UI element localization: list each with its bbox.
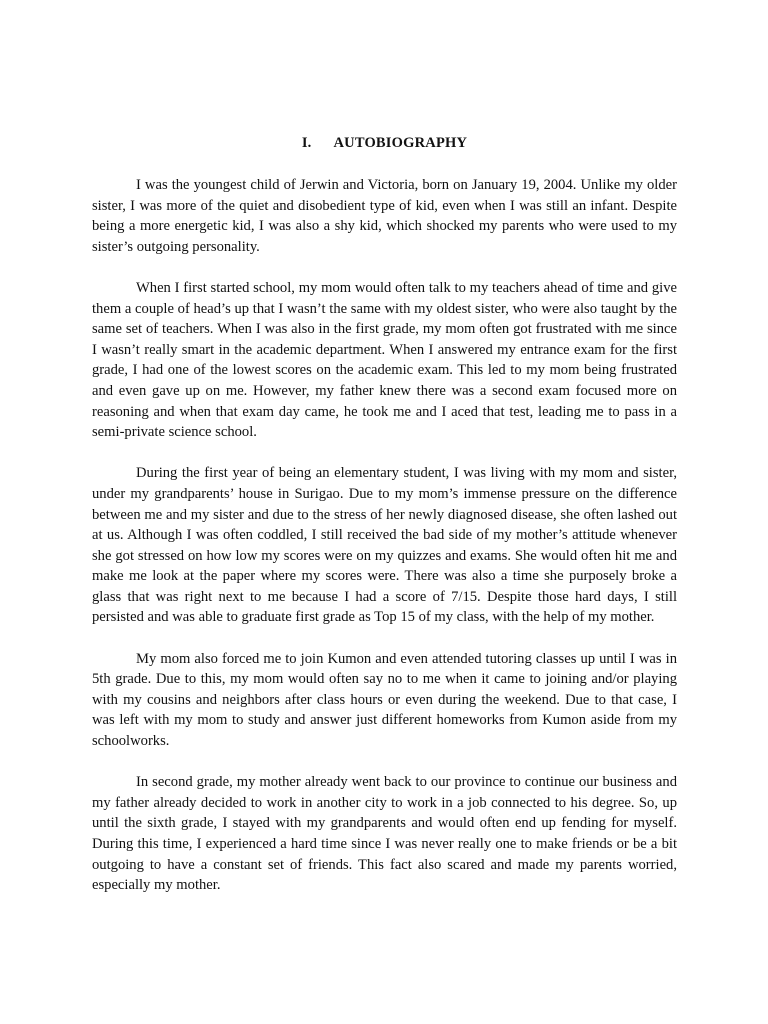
paragraph-4: My mom also forced me to join Kumon and even attended tutoring classes up until I was in 5th grade. Due to this, my mom would often say no to me when it came to joining and/or playing with my cousins and neighbors after class hours or even during the weekend. Due to that case, I was left with my mom to study and answer just different homeworks from Kumon aside from my schoolworks. <box>92 650 677 750</box>
paragraph-2: When I first started school, my mom would often talk to my teachers ahead of time and give them a couple of head’s up that I wasn’t the same with my oldest sister, who were also taught by the same set of teachers. When I was also in the first grade, my mom often got frustrated with me since I wasn’t really smart in the academic department. When I answered my entrance exam for the first grade, I had one of the lowest scores on the academic exam. This led to my mom being frustrated and even gave up on me. However, my father knew there was a second exam focused more on reasoning and when that exam day came, he took me and I aced that test, leading me to pass in a semi-private science school. <box>92 279 677 441</box>
section-heading <box>92 133 677 153</box>
paragraph-1: I was the youngest child of Jerwin and Victoria, born on January 19, 2004. Unlike my older sister, I was more of the quiet and disobedient type of kid, even when I was still an infant. Despite being a more energetic kid, I was also a shy kid, which shocked my parents who were used to my sister’s outgoing personality. <box>92 177 677 255</box>
section-title: AUTOBIOGRAPHY <box>333 135 468 151</box>
paragraph-3: During the first year of being an elementary student, I was living with my mom and sister, under my grandparents’ house in Surigao. Due to my mom’s immense pressure on the difference between me and my sister and due to the stress of her newly diagnosed disease, she often lashed out at us. Although I was often coddled, I still received the bad side of my mother’s attitude whenever she got stressed on how low my scores were on my quizzes and exams. She would often hit me and make me look at the paper where my scores were. There was also a time she purposely broke a glass that was right next to me because I had a score of 7/15. Despite those hard days, I still persisted and was able to graduate first grade as Top 15 of my class, with the help of my mother. <box>92 465 677 626</box>
section-number: I. <box>301 135 312 151</box>
paragraph-5: In second grade, my mother already went back to our province to continue our business and my father already decided to work in another city to work in a job connected to his degree. So, up until the sixth grade, I stayed with my grandparents and would often end up fending for myself. During this time, I experienced a hard time since I was never really one to make friends or be a bit outgoing to have a constant set of friends. This fact also scared and made my parents worried, especially my mother. <box>92 774 677 894</box>
